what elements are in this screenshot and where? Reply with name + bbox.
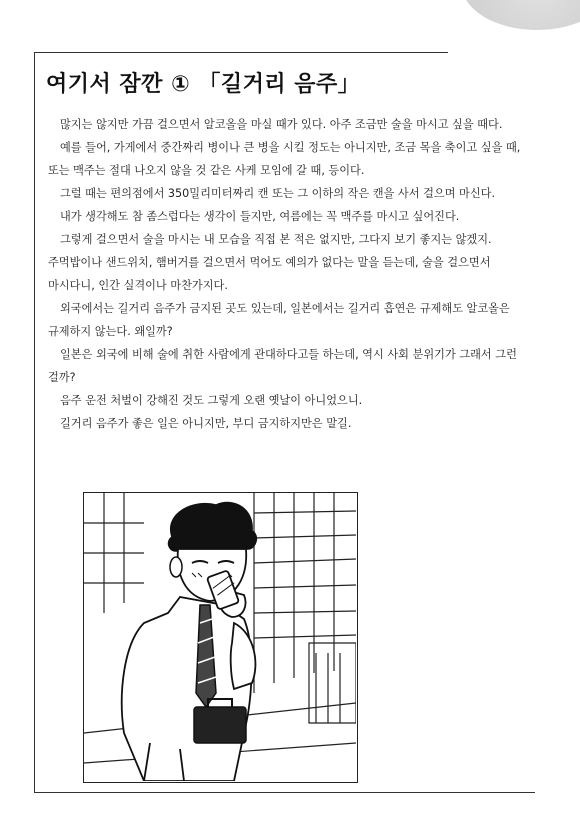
body-text: [48, 113, 534, 435]
paragraph-5: 그렇게 걸으면서 술을 마시는 내 모습을 직접 본 적은 없지만, 그다지 보기 좋지는 않겠지. 주먹밥이나 샌드위치, 햄버거를 걸으면서 먹어도 예의가 없다는 말을 듣는데, 술을 걸으면서 마시다니, 인간 실격이나 마찬가지다.: [48, 233, 492, 292]
paragraph-4: 내가 생각해도 참 좀스럽다는 생각이 들지만, 여름에는 꼭 맥주를 마시고 싶어진다.: [60, 210, 460, 223]
paragraph-3: 그럴 때는 편의점에서 350밀리미터짜리 캔 또는 그 이하의 작은 캔을 사서 걸으며 마신다.: [60, 187, 496, 200]
ear: [170, 557, 182, 577]
paragraph-1: 많지는 않지만 가끔 걸으면서 알코올을 마실 때가 있다. 아주 조금만 술을 마시고 싶을 때다.: [60, 118, 503, 131]
man-drinking-illustration: [84, 493, 356, 781]
section-title: 여기서 잠깐 ① 「길거리 음주」: [46, 72, 361, 97]
paragraph-7: 일본은 외국에 비해 술에 취한 사람에게 관대하다고들 하는데, 역시 사회 분위기가 그래서 그런 걸까?: [48, 348, 517, 384]
briefcase: [194, 707, 246, 743]
paragraph-8: 음주 운전 처벌이 강해진 것도 그렇게 오랜 옛날이 아니었으니.: [60, 394, 363, 407]
page-corner-tab: [462, 0, 580, 30]
hair: [169, 503, 257, 551]
frame-top-rule: [34, 52, 448, 53]
paragraph-2: 예를 들어, 가게에서 중간짜리 병이나 큰 병을 시킬 정도는 아니지만, 조금 목을 축이고 싶을 때, 또는 맥주는 절대 나오지 않을 것 같은 사케 모임에 갈 때, 등이다.: [48, 141, 521, 177]
paragraph-9: 길거리 음주가 좋은 일은 아니지만, 부디 금지하지만은 말길.: [60, 417, 352, 430]
paragraph-6: 외국에서는 길거리 음주가 금지된 곳도 있는데, 일본에서는 길거리 흡연은 규제해도 알코올은 규제하지 않는다. 왜일까?: [48, 302, 510, 338]
manga-illustration: [83, 492, 358, 783]
shirt: [122, 597, 252, 781]
arm: [231, 623, 256, 689]
